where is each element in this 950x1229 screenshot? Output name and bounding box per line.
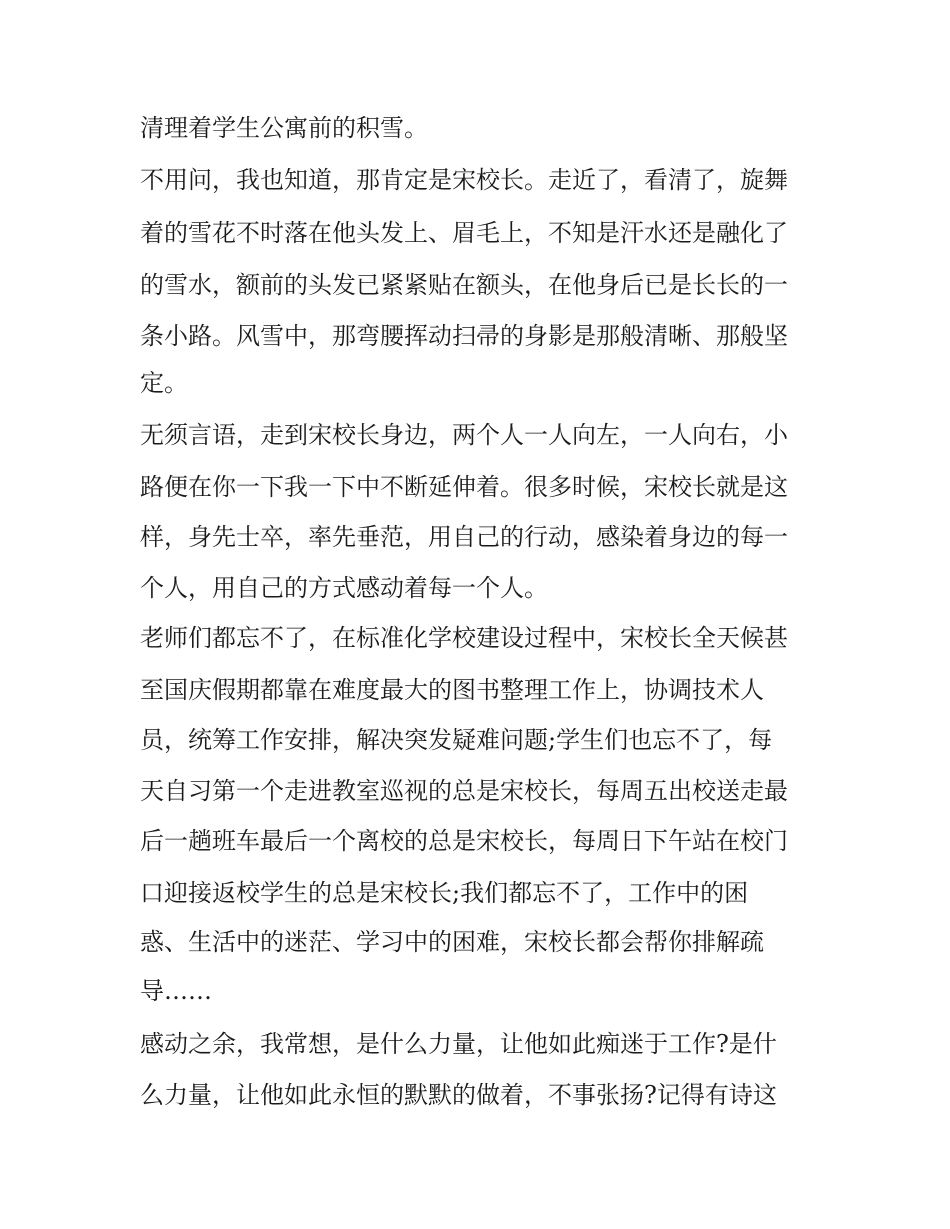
text-line: 感动之余，我常想，是什么力量，让他如此痴迷于工作?是什 bbox=[140, 1030, 777, 1058]
text-line: 至国庆假期都靠在难度最大的图书整理工作上，协调技术人 bbox=[140, 676, 764, 704]
text-line: 着的雪花不时落在他头发上、眉毛上，不知是汗水还是融化了 bbox=[140, 219, 788, 247]
text-line: 清理着学生公寓前的积雪。 bbox=[140, 114, 428, 142]
text-line: 样，身先士卒，率先垂范，用自己的行动，感染着身边的每一 bbox=[140, 523, 788, 551]
text-line: 么力量，让他如此永恒的默默的做着，不事张扬?记得有诗这 bbox=[140, 1081, 777, 1109]
text-line: 不用问，我也知道，那肯定是宋校长。走近了，看清了，旋舞 bbox=[140, 166, 788, 194]
text-line: 定。 bbox=[140, 369, 188, 397]
text-line: 惑、生活中的迷茫、学习中的困难，宋校长都会帮你排解疏 bbox=[140, 928, 764, 956]
text-line: 老师们都忘不了，在标准化学校建设过程中，宋校长全天候甚 bbox=[140, 624, 788, 652]
text-line: 路便在你一下我一下中不断延伸着。很多时候，宋校长就是这 bbox=[140, 473, 788, 501]
text-line: 天自习第一个走进教室巡视的总是宋校长，每周五出校送走最 bbox=[140, 777, 788, 805]
text-line: 个人，用自己的方式感动着每一个人。 bbox=[140, 574, 548, 602]
text-line: 条小路。风雪中，那弯腰挥动扫帚的身影是那般清晰、那般坚 bbox=[140, 322, 788, 350]
text-line: 口迎接返校学生的总是宋校长;我们都忘不了，工作中的困 bbox=[140, 879, 749, 907]
text-line: 员，统筹工作安排，解决突发疑难问题;学生们也忘不了，每 bbox=[140, 726, 773, 754]
text-line: 后一趟班车最后一个离校的总是宋校长，每周日下午站在校门 bbox=[140, 827, 788, 855]
text-line: 的雪水，额前的头发已紧紧贴在额头，在他身后已是长长的一 bbox=[140, 271, 788, 299]
text-line: 导…… bbox=[140, 977, 212, 1005]
text-line: 无须言语，走到宋校长身边，两个人一人向左，一人向右，小 bbox=[140, 421, 788, 449]
